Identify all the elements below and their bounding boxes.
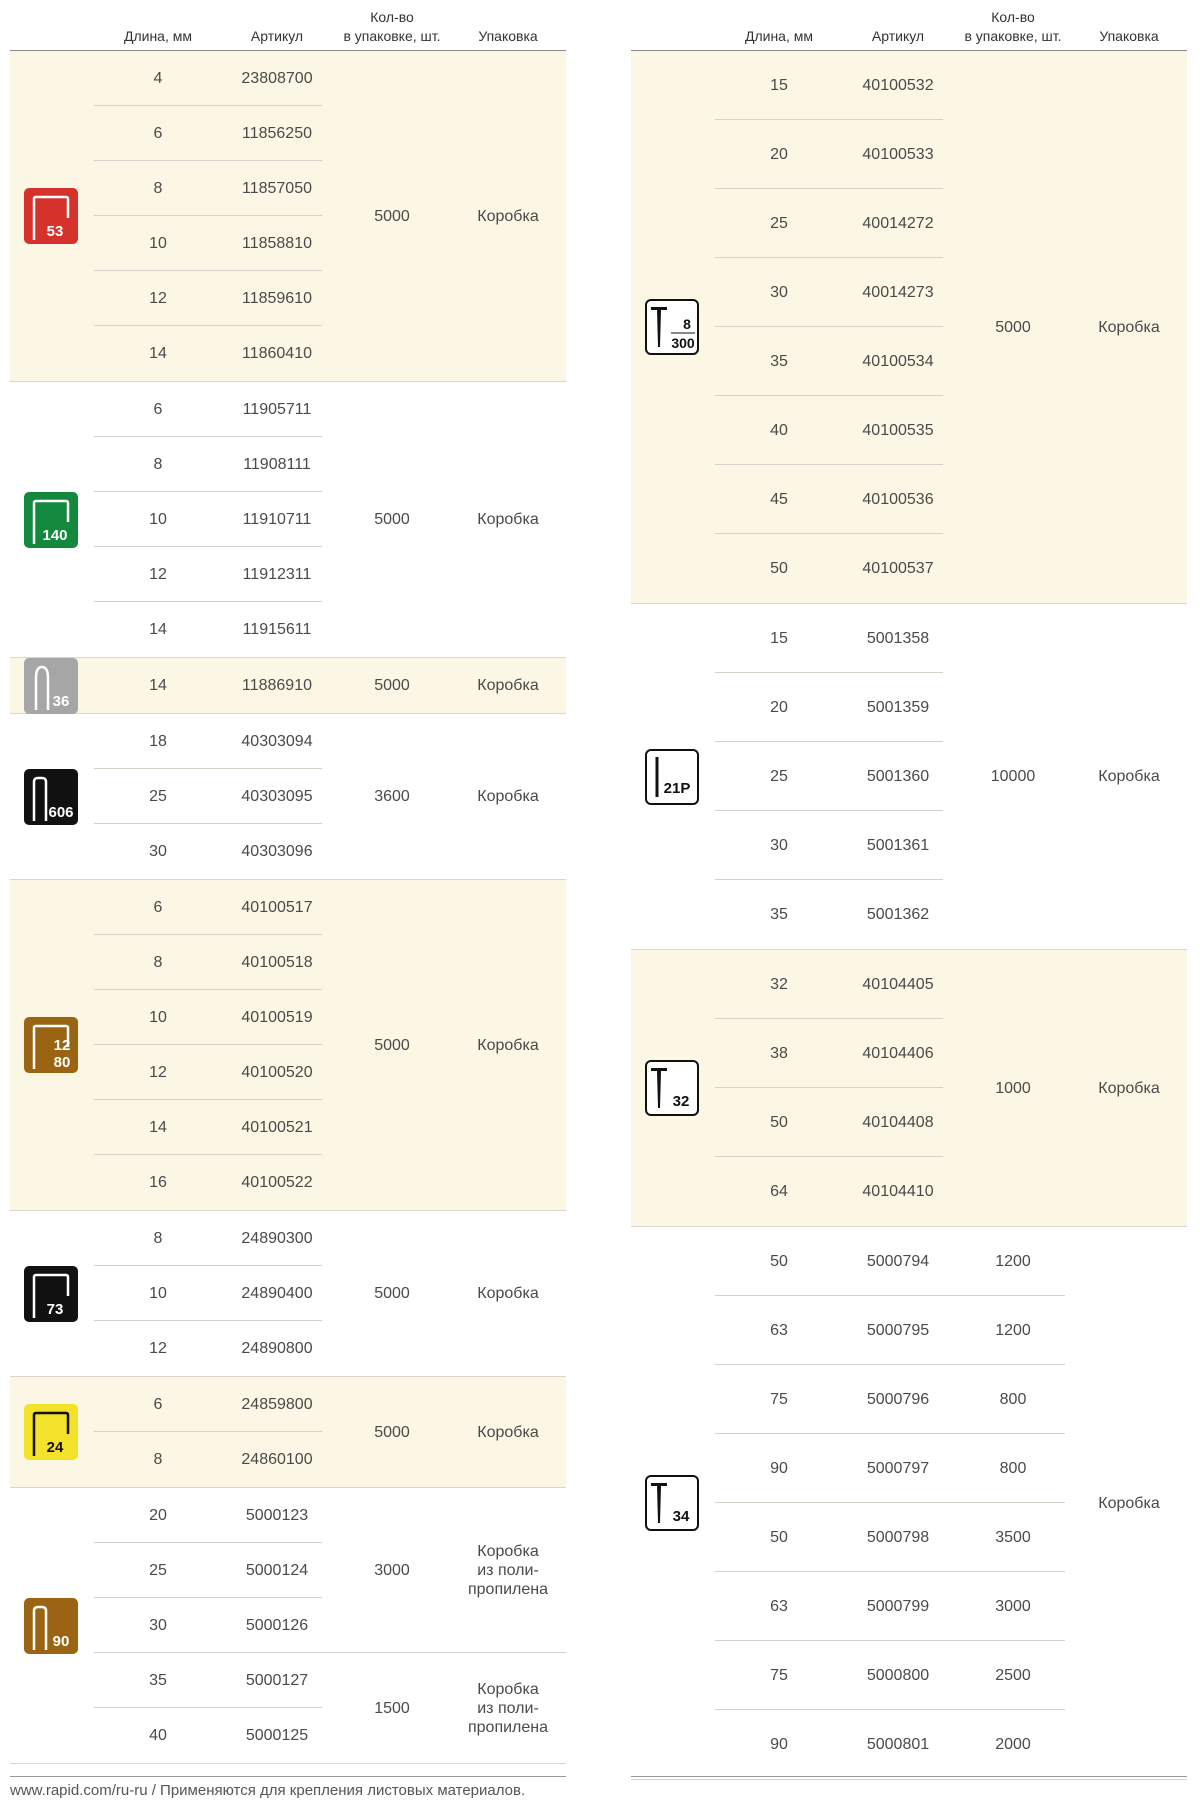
length-cell: 40 bbox=[770, 421, 788, 439]
staple-140-icon bbox=[24, 492, 78, 548]
article-cell: 5000125 bbox=[245, 1726, 309, 1744]
table-header bbox=[10, 0, 566, 51]
length-cell: 6 bbox=[153, 1395, 163, 1413]
length-cell: 14 bbox=[149, 344, 167, 362]
article-cell: 40104408 bbox=[862, 1113, 934, 1131]
packaging-cell: Коробка bbox=[477, 1285, 539, 1302]
icon-label: 32 bbox=[672, 1093, 690, 1110]
left-table bbox=[10, 0, 566, 1764]
staple-12-80-icon bbox=[24, 1017, 78, 1073]
article-cell: 24890400 bbox=[241, 1284, 313, 1302]
article-cell: 5000796 bbox=[866, 1390, 930, 1408]
length-cell: 10 bbox=[149, 510, 167, 528]
length-cell: 50 bbox=[770, 559, 788, 577]
nail-32-icon bbox=[645, 1060, 699, 1116]
length-cell: 45 bbox=[770, 490, 788, 508]
staple-90-icon bbox=[24, 1598, 78, 1654]
quantity-cell: 2500 bbox=[995, 1666, 1031, 1684]
icon-label: 53 bbox=[46, 223, 64, 240]
icon-label: 34 bbox=[672, 1508, 690, 1525]
length-cell: 25 bbox=[770, 767, 788, 785]
length-cell: 10 bbox=[149, 1008, 167, 1026]
article-cell: 11915611 bbox=[242, 620, 312, 638]
article-cell: 40104406 bbox=[862, 1044, 934, 1062]
footer-text: www.rapid.com/ru-ru / Применяются для крепления листовых материалов. bbox=[10, 1782, 526, 1799]
staple-53-icon bbox=[24, 188, 78, 244]
article-cell: 5001360 bbox=[866, 767, 930, 785]
packaging-cell: Коробка bbox=[1098, 1494, 1160, 1512]
footer-divider bbox=[631, 1776, 1187, 1777]
header-quantity-line2: в упаковке, шт. bbox=[343, 28, 441, 44]
quantity-cell: 5000 bbox=[995, 318, 1031, 336]
packaging-cell: Коробка bbox=[1098, 768, 1160, 785]
quantity-cell: 3000 bbox=[374, 1562, 410, 1579]
length-cell: 30 bbox=[770, 283, 788, 301]
product-group bbox=[631, 604, 1187, 950]
article-cell: 40100535 bbox=[862, 421, 934, 439]
header-quantity-line1: Кол-во bbox=[370, 9, 414, 25]
length-cell: 30 bbox=[149, 1616, 167, 1634]
article-cell: 5001362 bbox=[866, 905, 930, 923]
header-length: Длина, мм bbox=[123, 28, 193, 44]
product-group bbox=[10, 1211, 566, 1377]
length-cell: 15 bbox=[770, 76, 788, 94]
staple-36-icon bbox=[24, 658, 78, 714]
icon-label: 12 bbox=[53, 1037, 71, 1054]
packaging-cell: Коробка из поли- пропилена bbox=[467, 1680, 549, 1736]
quantity-cell: 10000 bbox=[990, 768, 1036, 785]
quantity-cell: 5000 bbox=[374, 511, 410, 528]
header-length: Длина, мм bbox=[744, 28, 814, 44]
length-cell: 30 bbox=[149, 842, 167, 860]
header-article: Артикул bbox=[250, 28, 304, 44]
header-quantity-line2: в упаковке, шт. bbox=[964, 28, 1062, 44]
length-cell: 50 bbox=[770, 1528, 788, 1546]
length-cell: 10 bbox=[149, 234, 167, 252]
length-cell: 90 bbox=[770, 1459, 788, 1477]
length-cell: 63 bbox=[770, 1321, 788, 1339]
length-cell: 6 bbox=[153, 124, 163, 142]
length-cell: 35 bbox=[770, 905, 788, 923]
length-cell: 25 bbox=[149, 787, 167, 805]
product-group bbox=[631, 950, 1187, 1227]
length-cell: 40 bbox=[149, 1726, 167, 1744]
article-cell: 5000799 bbox=[866, 1597, 930, 1615]
article-cell: 40100517 bbox=[241, 898, 313, 916]
article-cell: 11912311 bbox=[242, 565, 312, 583]
length-cell: 8 bbox=[153, 179, 163, 197]
length-cell: 75 bbox=[770, 1666, 788, 1684]
product-group bbox=[631, 1227, 1187, 1780]
article-cell: 24859800 bbox=[241, 1395, 313, 1413]
packaging-cell: Коробка bbox=[1098, 318, 1160, 336]
quantity-cell: 5000 bbox=[374, 1036, 410, 1054]
header-packaging: Упаковка bbox=[478, 28, 538, 44]
article-cell: 5000127 bbox=[245, 1671, 309, 1689]
length-cell: 32 bbox=[770, 975, 788, 993]
article-cell: 40303095 bbox=[241, 787, 313, 805]
article-cell: 40100522 bbox=[241, 1173, 313, 1191]
article-cell: 11860410 bbox=[242, 344, 312, 362]
packaging-cell: Коробка bbox=[477, 1423, 539, 1441]
length-cell: 14 bbox=[149, 676, 167, 694]
product-group bbox=[10, 1377, 566, 1488]
staple-24-icon bbox=[24, 1404, 78, 1460]
article-cell: 5000126 bbox=[245, 1616, 309, 1634]
quantity-cell: 3600 bbox=[374, 788, 410, 805]
length-cell: 20 bbox=[149, 1506, 167, 1524]
length-cell: 15 bbox=[770, 629, 788, 647]
length-cell: 14 bbox=[149, 620, 167, 638]
article-cell: 40303094 bbox=[241, 732, 313, 750]
article-cell: 40100518 bbox=[241, 953, 313, 971]
length-cell: 38 bbox=[770, 1044, 788, 1062]
packaging-cell: Коробка bbox=[477, 788, 539, 805]
article-cell: 5000800 bbox=[866, 1666, 930, 1684]
article-cell: 40104405 bbox=[862, 975, 934, 993]
icon-label: 80 bbox=[53, 1054, 71, 1071]
quantity-cell: 800 bbox=[999, 1390, 1027, 1408]
article-cell: 11856250 bbox=[242, 124, 312, 142]
product-group bbox=[10, 880, 566, 1211]
article-cell: 40100536 bbox=[862, 490, 934, 508]
quantity-cell: 5000 bbox=[374, 677, 410, 694]
length-cell: 12 bbox=[149, 1063, 167, 1081]
article-cell: 5001361 bbox=[866, 836, 930, 854]
article-cell: 40100532 bbox=[862, 76, 934, 94]
length-cell: 75 bbox=[770, 1390, 788, 1408]
icon-label: 21P bbox=[663, 779, 691, 797]
article-cell: 11859610 bbox=[242, 289, 312, 307]
footer-divider bbox=[10, 1776, 566, 1777]
article-cell: 11858810 bbox=[242, 234, 312, 252]
article-cell: 5000794 bbox=[866, 1252, 930, 1270]
article-cell: 11908111 bbox=[243, 455, 311, 473]
article-cell: 40100519 bbox=[241, 1008, 313, 1026]
icon-label: 36 bbox=[52, 692, 70, 710]
article-cell: 40100537 bbox=[862, 559, 934, 577]
length-cell: 30 bbox=[770, 836, 788, 854]
article-cell: 24860100 bbox=[241, 1450, 313, 1468]
quantity-cell: 2000 bbox=[995, 1735, 1031, 1753]
length-cell: 12 bbox=[149, 565, 167, 583]
article-cell: 11905711 bbox=[242, 400, 312, 418]
packaging-cell: Коробка bbox=[477, 511, 539, 528]
length-cell: 6 bbox=[153, 400, 163, 418]
article-cell: 11886910 bbox=[242, 676, 312, 694]
article-cell: 5000798 bbox=[866, 1528, 930, 1546]
length-cell: 10 bbox=[149, 1284, 167, 1302]
quantity-cell: 3000 bbox=[995, 1597, 1031, 1615]
length-cell: 20 bbox=[770, 698, 788, 716]
product-group bbox=[10, 658, 566, 714]
quantity-cell: 1500 bbox=[374, 1699, 410, 1717]
article-cell: 11857050 bbox=[242, 179, 312, 197]
length-cell: 90 bbox=[770, 1735, 788, 1753]
article-cell: 40104410 bbox=[862, 1182, 934, 1200]
pin-21p-icon bbox=[645, 749, 699, 805]
header-article: Артикул bbox=[871, 28, 925, 44]
packaging-cell: Коробка bbox=[477, 1036, 539, 1054]
header-quantity bbox=[933, 8, 1093, 46]
nail-34-icon bbox=[645, 1475, 699, 1531]
icon-label: 606 bbox=[48, 803, 74, 821]
length-cell: 8 bbox=[153, 455, 163, 473]
article-cell: 5000801 bbox=[866, 1735, 930, 1753]
article-cell: 24890300 bbox=[241, 1229, 313, 1247]
length-cell: 8 bbox=[153, 953, 163, 971]
icon-label: 8 bbox=[683, 316, 691, 332]
nail-8-300-icon bbox=[645, 299, 699, 355]
packaging-cell: Коробка из поли- пропилена bbox=[467, 1543, 549, 1598]
length-cell: 14 bbox=[149, 1118, 167, 1136]
header-packaging: Упаковка bbox=[1099, 28, 1159, 44]
quantity-cell: 1200 bbox=[995, 1321, 1031, 1339]
packaging-cell: Коробка bbox=[1098, 1079, 1160, 1097]
quantity-cell: 800 bbox=[999, 1459, 1027, 1477]
quantity-cell: 5000 bbox=[374, 1285, 410, 1302]
length-cell: 4 bbox=[153, 69, 163, 87]
article-cell: 23808700 bbox=[241, 69, 313, 87]
product-group bbox=[10, 1488, 566, 1764]
icon-label: 140 bbox=[42, 526, 68, 544]
article-cell: 40100534 bbox=[862, 352, 934, 370]
length-cell: 64 bbox=[770, 1182, 788, 1200]
quantity-cell: 1200 bbox=[995, 1252, 1031, 1270]
article-cell: 40303096 bbox=[241, 842, 313, 860]
icon-label: 73 bbox=[46, 1300, 64, 1318]
quantity-cell: 3500 bbox=[995, 1528, 1031, 1546]
header-quantity bbox=[312, 8, 472, 46]
length-cell: 50 bbox=[770, 1113, 788, 1131]
packaging-cell: Коробка bbox=[477, 677, 539, 694]
product-group bbox=[10, 51, 566, 382]
staple-73-icon bbox=[24, 1266, 78, 1322]
length-cell: 18 bbox=[149, 732, 167, 750]
right-table bbox=[631, 0, 1187, 1780]
length-cell: 6 bbox=[153, 898, 163, 916]
article-cell: 5000795 bbox=[866, 1321, 930, 1339]
quantity-cell: 5000 bbox=[374, 207, 410, 225]
length-cell: 20 bbox=[770, 145, 788, 163]
product-group bbox=[10, 382, 566, 658]
length-cell: 12 bbox=[149, 289, 167, 307]
article-cell: 5001358 bbox=[866, 629, 930, 647]
article-cell: 40014272 bbox=[862, 214, 934, 232]
article-cell: 40100521 bbox=[241, 1118, 313, 1136]
article-cell: 5000123 bbox=[245, 1506, 309, 1524]
length-cell: 50 bbox=[770, 1252, 788, 1270]
article-cell: 11910711 bbox=[242, 510, 312, 528]
length-cell: 25 bbox=[770, 214, 788, 232]
article-cell: 40100520 bbox=[241, 1063, 313, 1081]
length-cell: 63 bbox=[770, 1597, 788, 1615]
article-cell: 24890800 bbox=[241, 1339, 313, 1357]
product-group bbox=[631, 51, 1187, 604]
article-cell: 40100533 bbox=[862, 145, 934, 163]
quantity-cell: 1000 bbox=[995, 1079, 1031, 1097]
length-cell: 16 bbox=[149, 1173, 167, 1191]
icon-label: 24 bbox=[46, 1439, 64, 1456]
icon-label: 90 bbox=[52, 1632, 70, 1650]
staple-606-icon bbox=[24, 769, 78, 825]
product-group bbox=[10, 714, 566, 880]
length-cell: 25 bbox=[149, 1561, 167, 1579]
length-cell: 12 bbox=[149, 1339, 167, 1357]
article-cell: 5000124 bbox=[245, 1561, 309, 1579]
quantity-cell: 5000 bbox=[374, 1423, 410, 1441]
article-cell: 5001359 bbox=[866, 698, 930, 716]
icon-label: 300 bbox=[671, 335, 695, 351]
length-cell: 8 bbox=[153, 1229, 163, 1247]
header-quantity-line1: Кол-во bbox=[991, 9, 1035, 25]
length-cell: 35 bbox=[149, 1671, 167, 1689]
right-table-body bbox=[631, 51, 1187, 1780]
left-table-body bbox=[10, 51, 566, 1764]
length-cell: 35 bbox=[770, 352, 788, 370]
article-cell: 40014273 bbox=[862, 283, 934, 301]
article-cell: 5000797 bbox=[866, 1459, 930, 1477]
packaging-cell: Коробка bbox=[477, 207, 539, 225]
table-header bbox=[631, 0, 1187, 51]
length-cell: 8 bbox=[153, 1450, 163, 1468]
